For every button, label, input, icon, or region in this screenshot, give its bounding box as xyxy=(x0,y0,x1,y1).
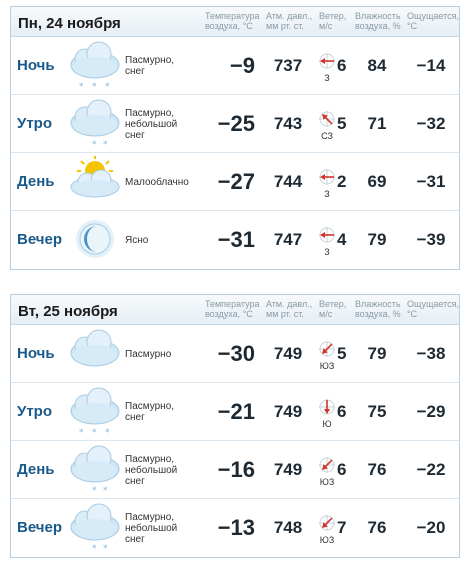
time-of-day-label: Вечер xyxy=(17,519,63,536)
sun-cloud-icon xyxy=(65,155,125,207)
cloud-snow-icon xyxy=(65,39,125,91)
feels-like-value: −38 xyxy=(416,344,446,363)
time-of-day-label: Вечер xyxy=(17,231,63,248)
cloud-snow-icon xyxy=(65,443,125,495)
day-block-1 xyxy=(10,6,460,270)
col-head-wind: Ветер, м/с xyxy=(319,299,347,319)
svg-text:*: * xyxy=(105,82,110,91)
svg-text:*: * xyxy=(105,428,110,437)
wind-direction-icon xyxy=(317,513,337,533)
condition-text: Пасмурно, небольшой снег xyxy=(125,511,178,545)
wind-direction-icon xyxy=(317,225,337,245)
wind-direction-label: ЮЗ xyxy=(319,361,335,371)
svg-text:*: * xyxy=(92,544,97,553)
feels-like-value: −22 xyxy=(416,460,446,479)
pressure-value: 743 xyxy=(273,114,303,133)
time-of-day-label: День xyxy=(17,461,55,478)
wind-direction-label: З xyxy=(324,189,330,199)
svg-text:*: * xyxy=(103,486,108,495)
time-of-day-label: Утро xyxy=(17,403,53,420)
pressure-value: 749 xyxy=(273,402,303,421)
col-head-temperature: Температура воздуха, °C xyxy=(205,299,260,319)
svg-text:*: * xyxy=(79,82,84,91)
col-head-feels-like: Ощущается, °C xyxy=(407,299,460,319)
wind-direction-label: Ю xyxy=(322,419,332,429)
svg-text:*: * xyxy=(92,140,97,149)
pressure-value: 749 xyxy=(273,460,303,479)
humidity-value: 79 xyxy=(367,230,387,249)
condition-text: Пасмурно, снег xyxy=(125,55,175,77)
wind-direction-icon xyxy=(317,109,337,129)
wind-speed-value: 6 xyxy=(337,56,347,75)
feels-like-value: −29 xyxy=(416,402,446,421)
pressure-value: 747 xyxy=(273,230,303,249)
svg-text:*: * xyxy=(103,140,108,149)
forecast-row xyxy=(11,95,459,153)
col-head-humidity: Влажность воздуха, % xyxy=(355,11,401,31)
feels-like-value: −32 xyxy=(416,114,446,133)
condition-text: Ясно xyxy=(125,234,149,246)
pressure-value: 737 xyxy=(273,56,303,75)
humidity-value: 69 xyxy=(367,172,387,191)
cloud-snow-icon xyxy=(65,385,125,437)
humidity-value: 79 xyxy=(367,344,387,363)
humidity-value: 84 xyxy=(367,56,387,75)
temperature-value: −9 xyxy=(229,53,255,78)
col-head-pressure: Атм. давл., мм рт. ст. xyxy=(266,299,313,319)
wind-speed-value: 5 xyxy=(337,344,347,363)
temperature-value: −25 xyxy=(217,111,255,136)
temperature-value: −16 xyxy=(217,457,255,482)
day-title: Пн, 24 ноября xyxy=(18,15,121,32)
feels-like-value: −39 xyxy=(416,230,446,249)
svg-text:*: * xyxy=(79,428,84,437)
forecast-row xyxy=(11,325,459,383)
col-head-humidity: Влажность воздуха, % xyxy=(355,299,401,319)
forecast-row xyxy=(11,383,459,441)
feels-like-value: −20 xyxy=(416,518,446,537)
cloud-icon xyxy=(65,327,125,379)
condition-text: Малооблачно xyxy=(125,176,189,188)
forecast-row xyxy=(11,153,459,211)
pressure-value: 748 xyxy=(273,518,303,537)
time-of-day-label: Утро xyxy=(17,115,53,132)
wind-direction-label: З xyxy=(324,73,330,83)
col-head-temperature: Температура воздуха, °C xyxy=(205,11,260,31)
humidity-value: 75 xyxy=(367,402,387,421)
forecast-row xyxy=(11,37,459,95)
forecast-row xyxy=(11,499,459,557)
wind-speed-value: 7 xyxy=(337,518,347,537)
condition-text: Пасмурно, небольшой снег xyxy=(125,107,178,141)
wind-direction-icon xyxy=(317,397,337,417)
time-of-day-label: Ночь xyxy=(17,345,55,362)
svg-text:*: * xyxy=(92,486,97,495)
pressure-value: 744 xyxy=(273,172,303,191)
wind-direction-icon xyxy=(317,339,337,359)
wind-direction-label: СЗ xyxy=(321,131,333,141)
condition-text: Пасмурно, снег xyxy=(125,401,175,423)
col-head-pressure: Атм. давл., мм рт. ст. xyxy=(266,11,313,31)
svg-text:*: * xyxy=(103,544,108,553)
wind-direction-icon xyxy=(317,455,337,475)
wind-speed-value: 4 xyxy=(337,230,347,249)
cloud-snow-icon xyxy=(65,97,125,149)
col-head-wind: Ветер, м/с xyxy=(319,11,347,31)
col-head-feels-like: Ощущается, °C xyxy=(407,11,460,31)
wind-direction-icon xyxy=(317,167,337,187)
condition-text: Пасмурно, небольшой снег xyxy=(125,453,178,487)
temperature-value: −27 xyxy=(217,169,255,194)
wind-direction-label: ЮЗ xyxy=(319,477,335,487)
day-block-2 xyxy=(10,294,460,558)
time-of-day-label: Ночь xyxy=(17,57,55,74)
humidity-value: 76 xyxy=(367,518,387,537)
temperature-value: −21 xyxy=(217,399,255,424)
cloud-snow-icon xyxy=(65,501,125,553)
feels-like-value: −31 xyxy=(416,172,446,191)
feels-like-value: −14 xyxy=(416,56,446,75)
temperature-value: −31 xyxy=(217,227,255,252)
temperature-value: −30 xyxy=(217,341,255,366)
condition-text: Пасмурно xyxy=(125,348,172,360)
svg-text:*: * xyxy=(92,82,97,91)
time-of-day-label: День xyxy=(17,173,55,190)
forecast-row xyxy=(11,441,459,499)
day-title: Вт, 25 ноября xyxy=(18,303,118,320)
wind-speed-value: 6 xyxy=(337,460,347,479)
humidity-value: 71 xyxy=(367,114,387,133)
temperature-value: −13 xyxy=(217,515,255,540)
svg-text:*: * xyxy=(92,428,97,437)
day-header xyxy=(11,295,459,325)
wind-speed-value: 2 xyxy=(337,172,347,191)
wind-direction-label: З xyxy=(324,247,330,257)
wind-speed-value: 5 xyxy=(337,114,347,133)
humidity-value: 76 xyxy=(367,460,387,479)
wind-direction-icon xyxy=(317,51,337,71)
forecast-row xyxy=(11,211,459,269)
pressure-value: 749 xyxy=(273,344,303,363)
moon-icon xyxy=(65,213,125,265)
wind-direction-label: ЮЗ xyxy=(319,535,335,545)
day-header xyxy=(11,7,459,37)
wind-speed-value: 6 xyxy=(337,402,347,421)
